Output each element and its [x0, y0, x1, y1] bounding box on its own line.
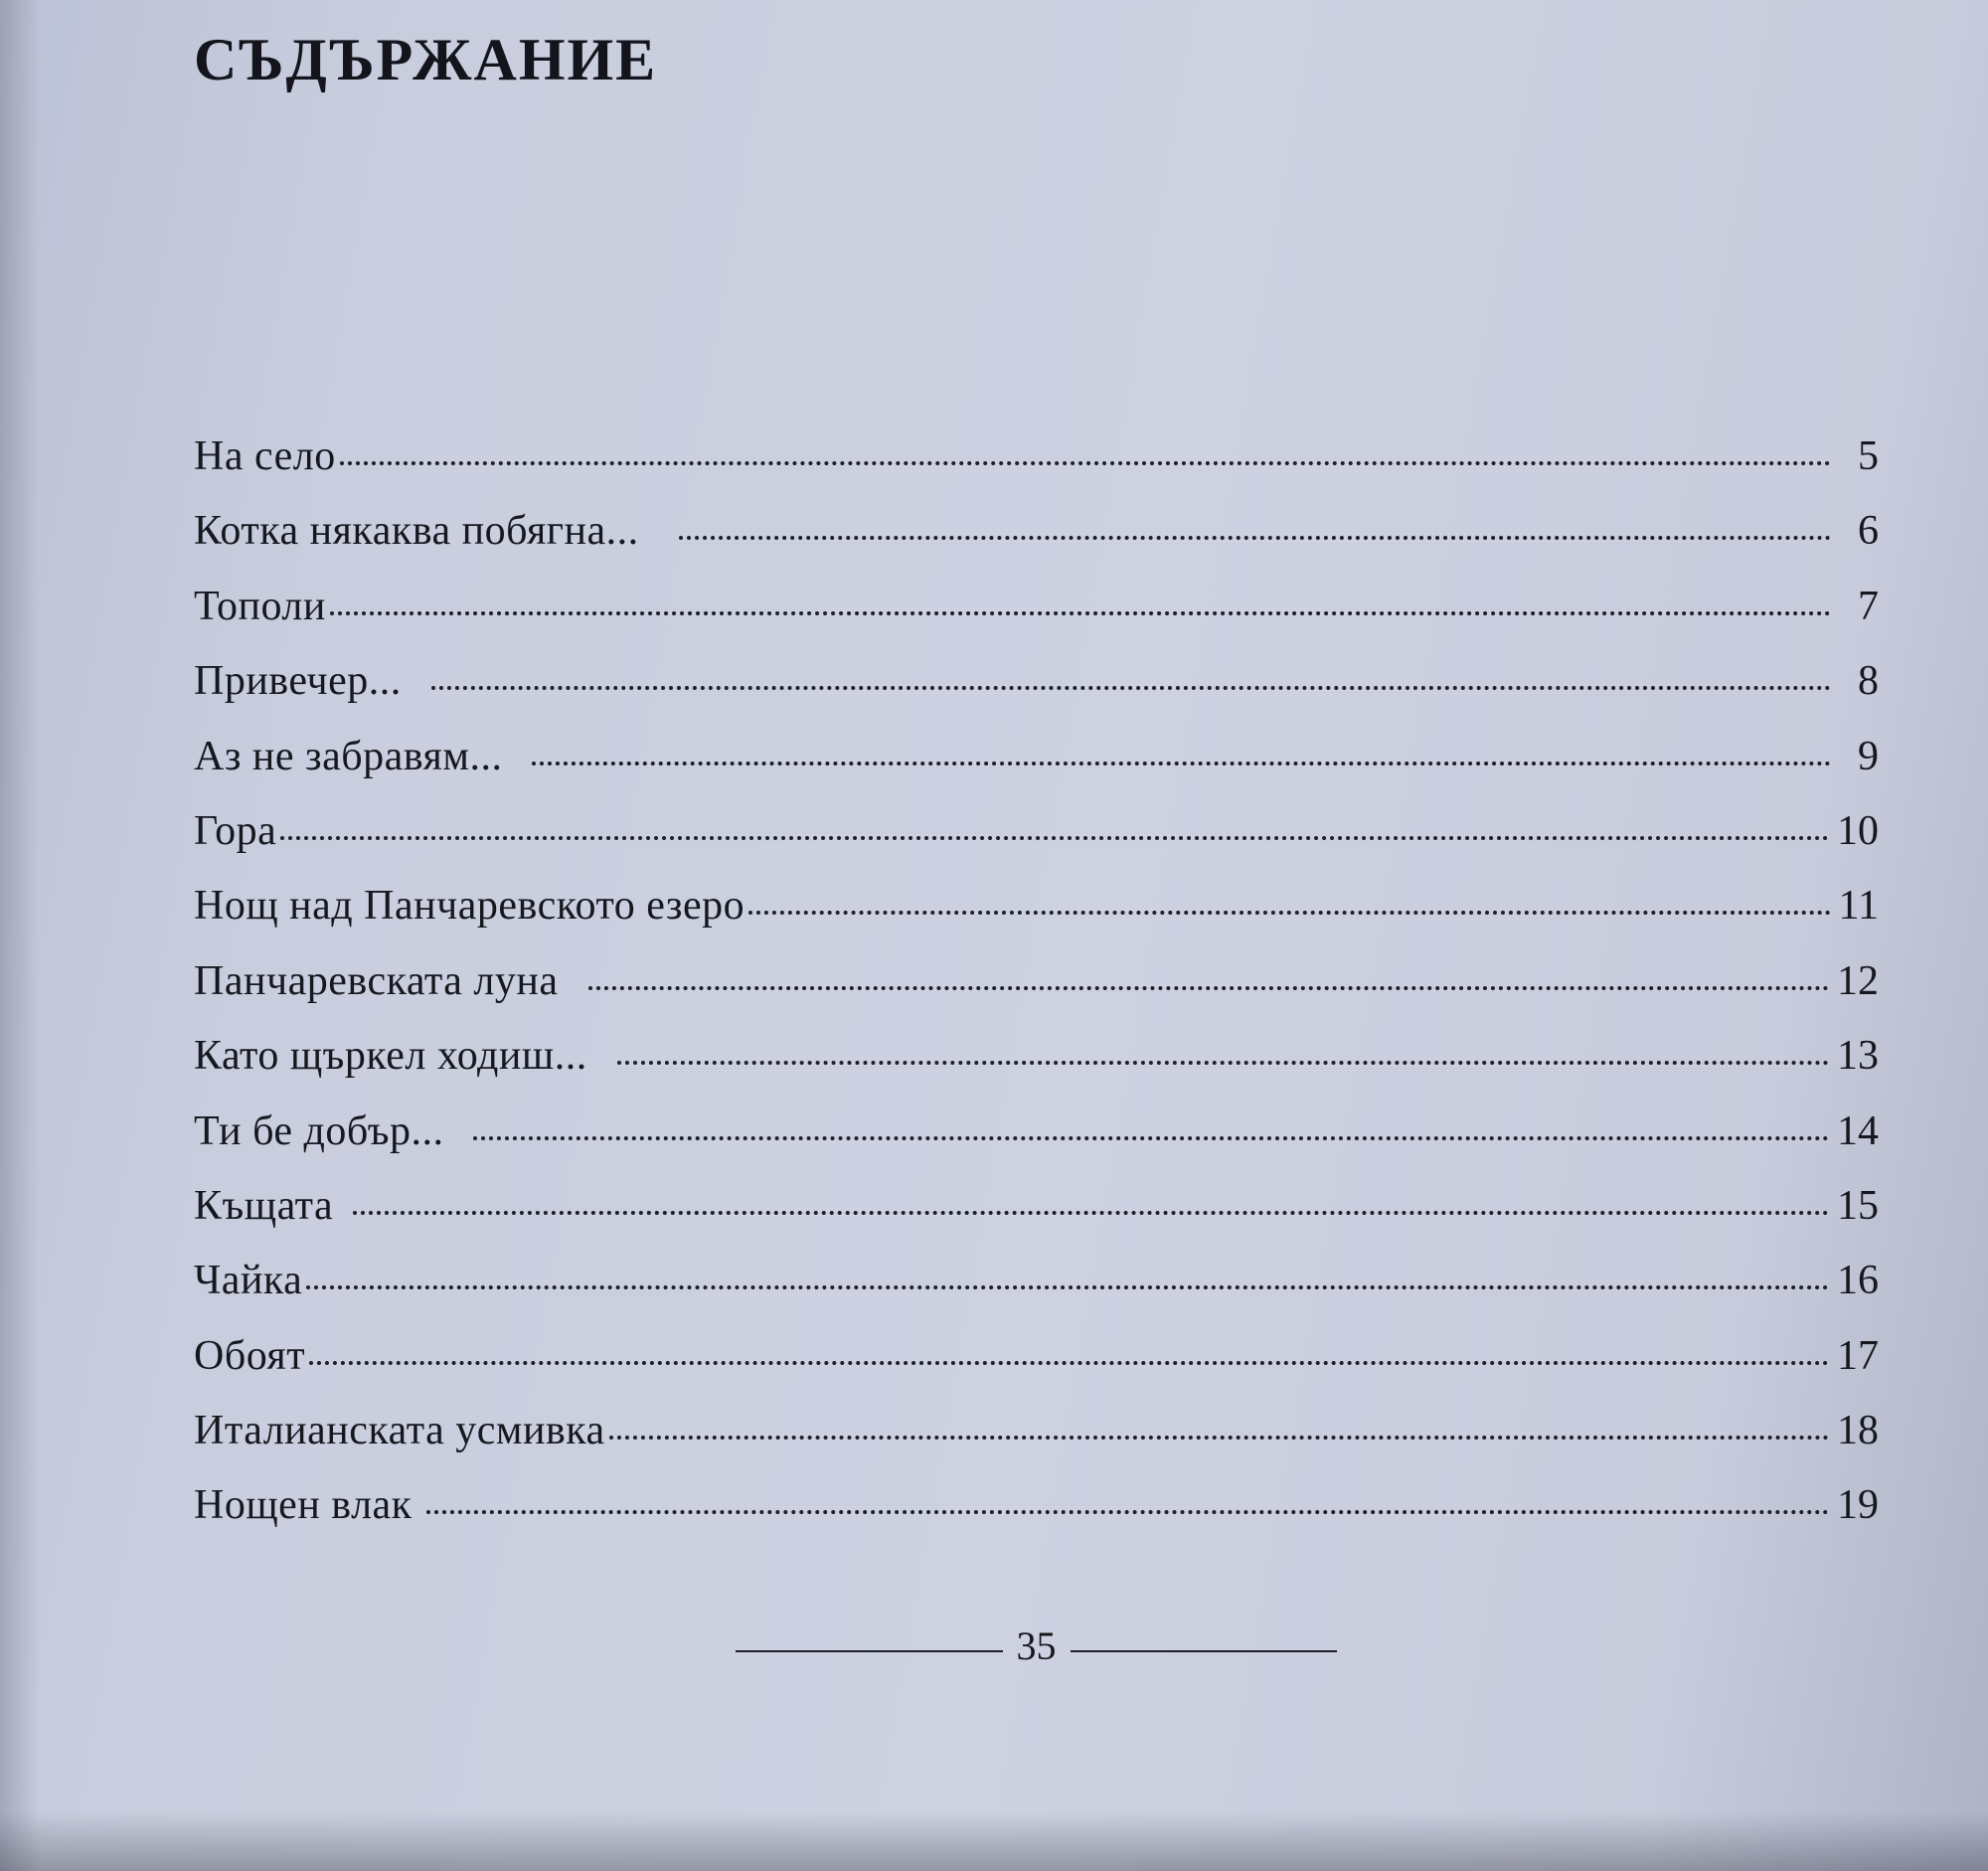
toc-entry — [194, 944, 1879, 1019]
toc-entry — [194, 794, 1879, 869]
footer-rule-right — [1071, 1650, 1338, 1652]
toc-entry-page: 13 — [1837, 1033, 1879, 1080]
leader-dots — [309, 1361, 1829, 1365]
toc-entry-page: 17 — [1837, 1332, 1879, 1379]
toc-entry-page: 5 — [1858, 433, 1879, 479]
leader-dots — [306, 1285, 1829, 1289]
toc-entry — [194, 720, 1879, 794]
toc-entry-page: 18 — [1837, 1408, 1879, 1454]
toc-entry-title: Къщата — [194, 1182, 334, 1229]
toc-entry — [194, 494, 1879, 569]
page-edge-shadow — [0, 0, 40, 1871]
toc-entry — [194, 1244, 1879, 1318]
leader-dots — [609, 1436, 1829, 1440]
toc-entry — [194, 1019, 1879, 1094]
toc-entry-page: 7 — [1858, 583, 1879, 629]
page-bottom-shadow — [0, 1811, 1988, 1871]
leader-dots — [353, 1211, 1829, 1215]
toc-entry — [194, 570, 1879, 644]
leader-dots — [532, 762, 1831, 765]
footer-rule-left — [736, 1650, 1003, 1652]
leader-dots — [473, 1136, 1829, 1140]
page-number: 35 — [1016, 1622, 1057, 1668]
leader-dots — [340, 461, 1831, 465]
toc-entry-title: Нощ над Панчаревското езеро — [194, 883, 746, 930]
leader-dots — [426, 1510, 1829, 1514]
toc-entry-page: 19 — [1837, 1482, 1879, 1529]
leader-dots — [679, 536, 1831, 540]
leader-dots — [588, 986, 1830, 990]
toc-entry-page: 14 — [1837, 1107, 1879, 1154]
toc-entry-title: Аз не забравям... — [194, 733, 503, 779]
toc-entry-title: Италианската усмивка — [194, 1408, 605, 1454]
toc-entry — [194, 1394, 1879, 1468]
toc-entry — [194, 420, 1879, 494]
toc-entry-title: Като щъркел ходиш... — [194, 1033, 587, 1080]
toc-entry — [194, 869, 1879, 943]
leader-dots — [280, 836, 1829, 840]
toc-entry-title: Обоят — [194, 1332, 306, 1379]
toc-entry — [194, 1095, 1879, 1169]
toc-entry-title: Гора — [194, 807, 277, 854]
toc-entry-title: Панчаревската луна — [194, 957, 559, 1004]
toc-entry-page: 12 — [1837, 957, 1879, 1004]
toc-entry-page: 9 — [1858, 733, 1879, 779]
toc-entry — [194, 1319, 1879, 1394]
toc-entry-title: На село — [194, 433, 336, 479]
table-of-contents — [194, 420, 1879, 1544]
leader-dots — [617, 1061, 1829, 1065]
toc-entry-page: 15 — [1837, 1182, 1879, 1229]
toc-entry-title: Нощен влак — [194, 1482, 413, 1529]
toc-entry-title: Тополи — [194, 583, 326, 629]
leader-dots — [330, 611, 1831, 615]
toc-entry-title: Чайка — [194, 1258, 303, 1304]
toc-entry-title: Привечер... — [194, 658, 402, 705]
leader-dots — [431, 686, 1831, 690]
toc-entry-page: 6 — [1858, 508, 1879, 555]
toc-entry — [194, 1468, 1879, 1543]
leader-dots — [748, 911, 1830, 915]
page-title: СЪДЪРЖАНИЕ — [194, 27, 658, 92]
toc-entry-page: 11 — [1838, 883, 1879, 930]
page-footer — [736, 1620, 1337, 1670]
toc-entry — [194, 644, 1879, 719]
toc-entry-title: Ти бе добър... — [194, 1107, 444, 1154]
toc-entry-page: 16 — [1837, 1258, 1879, 1304]
toc-entry — [194, 1169, 1879, 1244]
toc-entry-page: 8 — [1858, 658, 1879, 705]
toc-entry-title: Котка някаква побягна... — [194, 508, 639, 555]
toc-entry-page: 10 — [1837, 807, 1879, 854]
